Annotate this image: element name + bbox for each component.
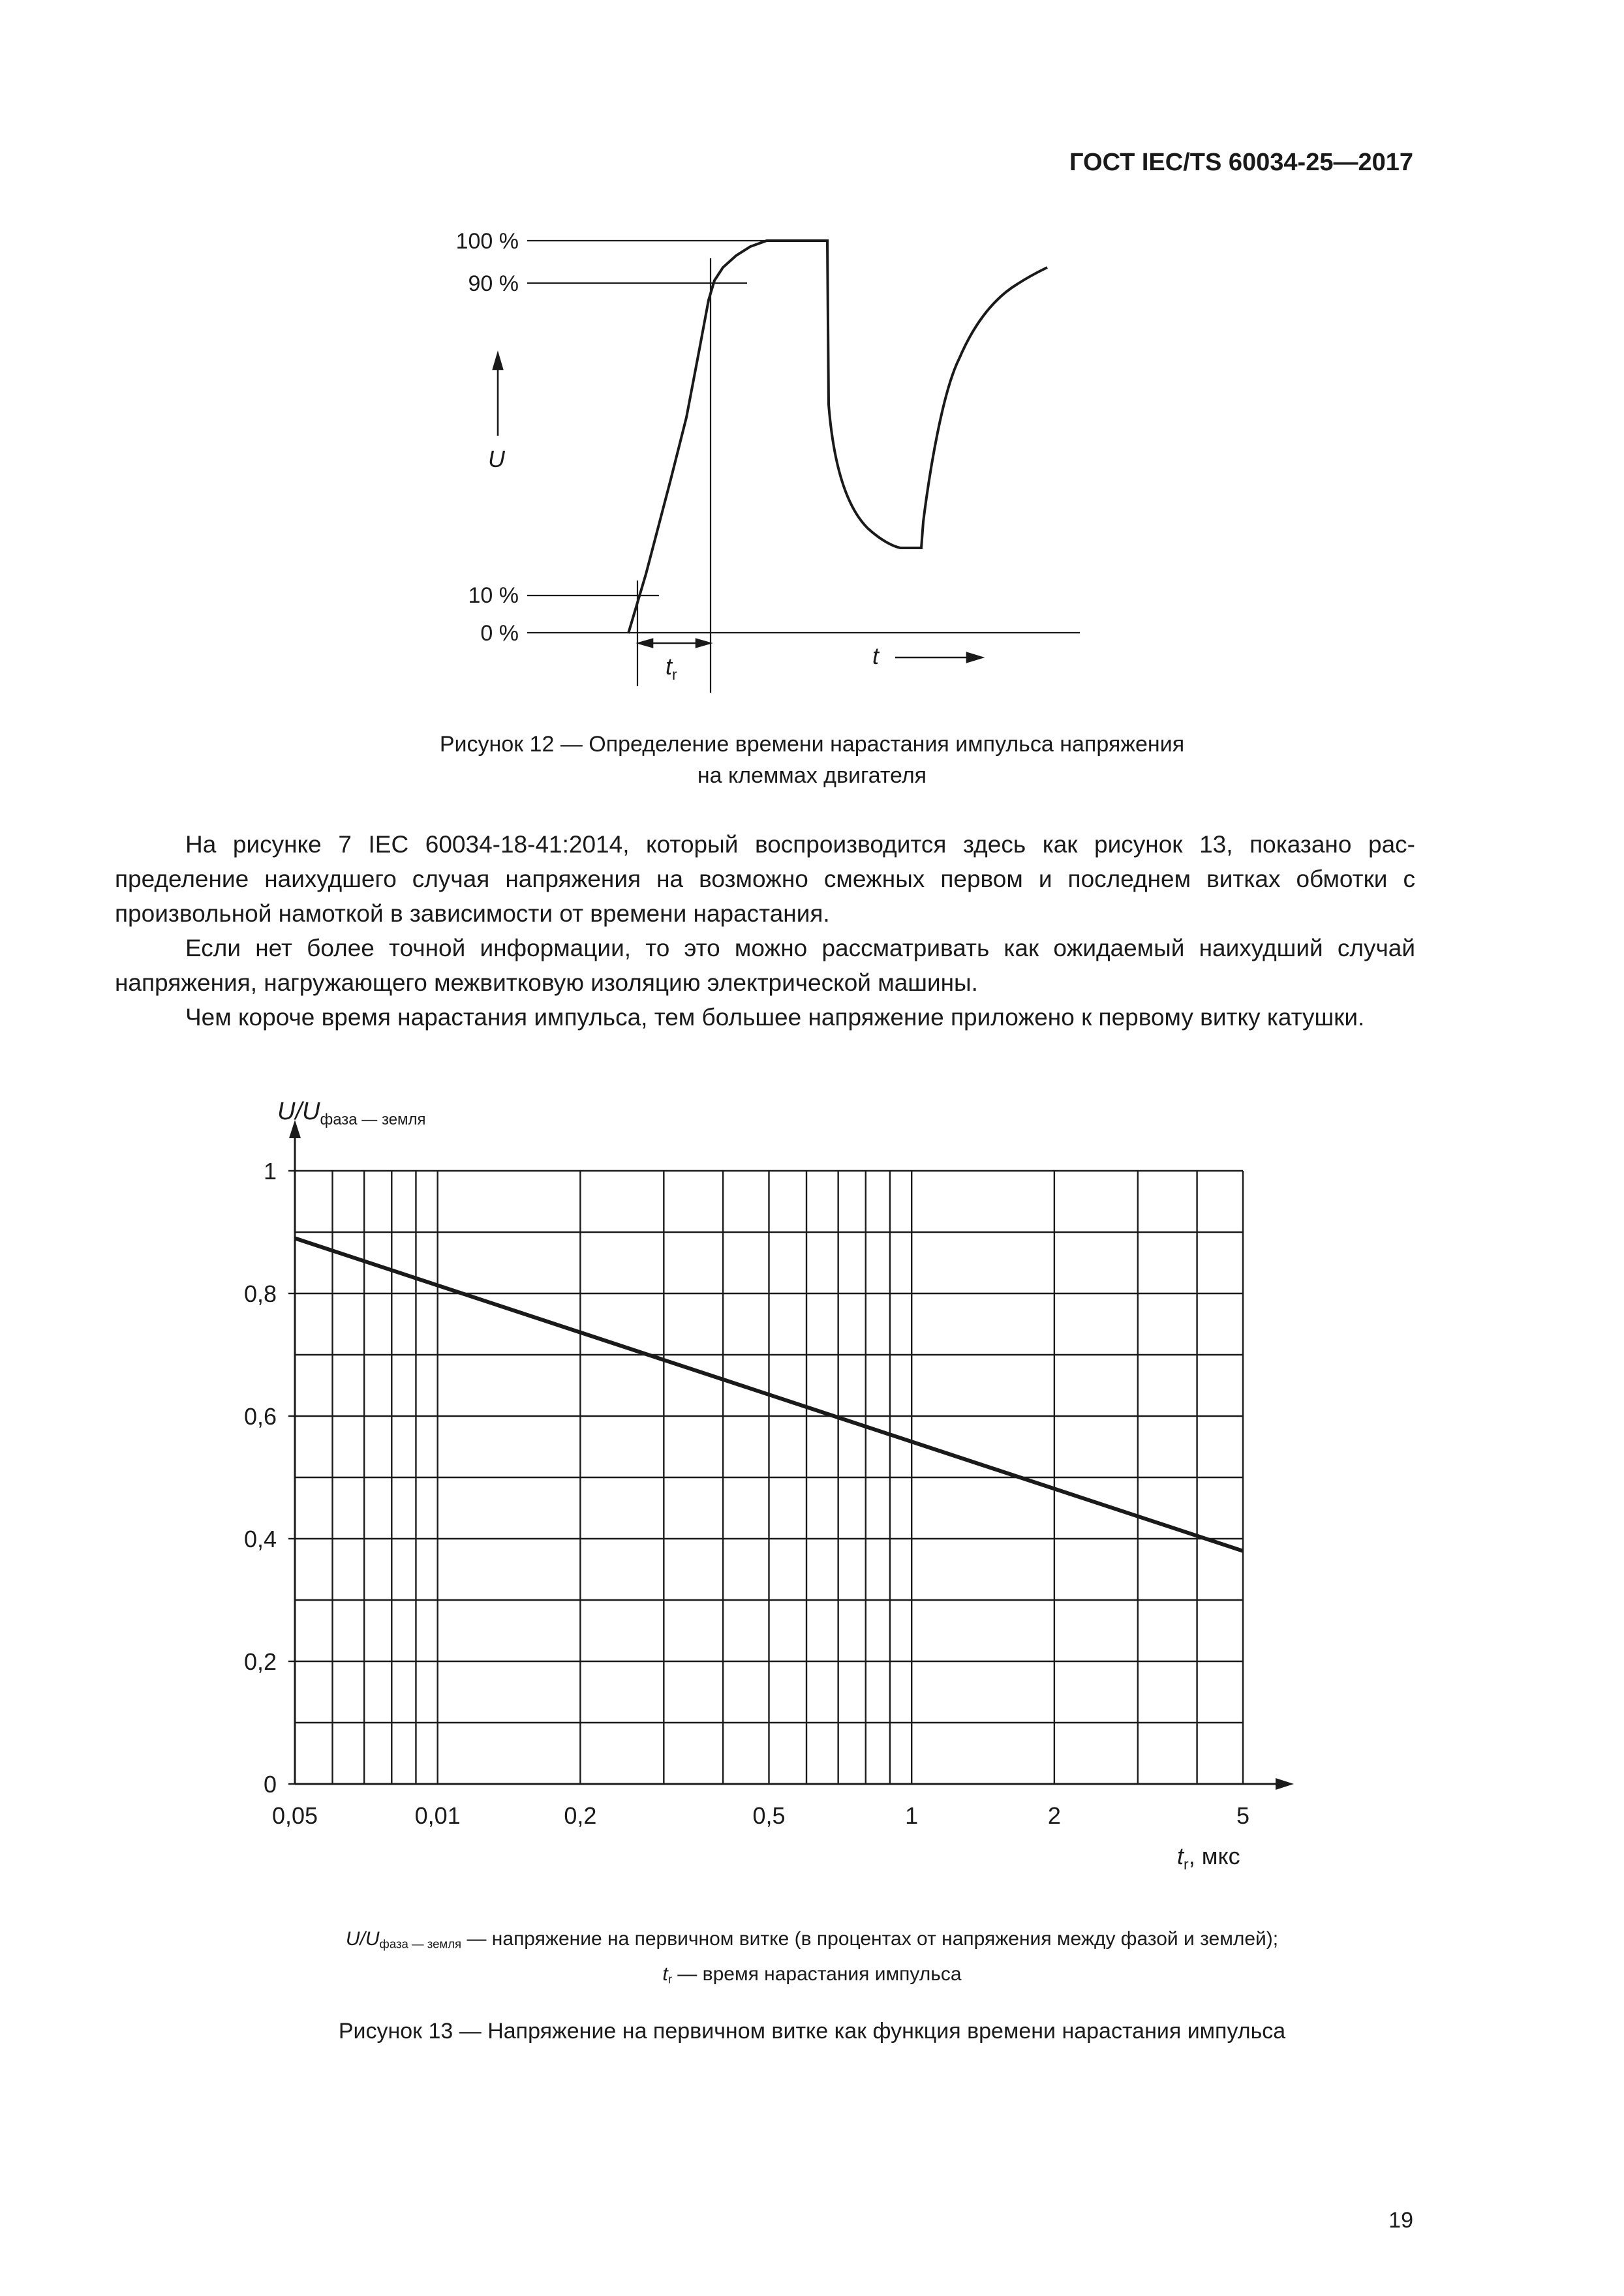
x-tick-label: 1 (905, 1802, 919, 1829)
paragraph: Если нет более точной информации, то это можно рассматривать как ожидаемый наихудший случай напряжения, нагружающего межвитковую изоляцию электрической машины. (115, 935, 1415, 996)
x-tick-label: 0,5 (752, 1802, 786, 1829)
label-0: 0 % (480, 621, 519, 646)
x-axis-label: $t_r$, мкс (1177, 1843, 1240, 1873)
y-tick-label: 0 (263, 1771, 277, 1798)
x-axis-arrowhead (1276, 1778, 1294, 1790)
label-10: 10 % (468, 583, 519, 608)
y-tick-label: 1 (263, 1158, 277, 1185)
figure-13-caption: Рисунок 13 — Напряжение на первичном витке как функция времени нарастания импульса (338, 2019, 1286, 2044)
paragraph: На рисунке 7 IEC 60034-18-41:2014, который воспроизводится здесь как рисунок 13, показано распределение наихудшего случая напряжения на возможно смежных первом и последнем витках обмотки с произвольной намоткой в зависимости от времени нарастания. (115, 831, 1415, 927)
y-axis-label: $U/U_{фаза — земля}$ (277, 1098, 426, 1128)
paragraph: Чем короче время нарастания импульса, тем большее напряжение приложено к первому витку катушки. (185, 1004, 1365, 1031)
legend-line-2: $t_r$ — время нарастания импульса (662, 1963, 962, 1986)
label-100: 100 % (455, 229, 519, 254)
t-axis-arrow-head (967, 653, 982, 662)
document-header: ГОСТ IEC/TS 60034-25—2017 (1069, 149, 1413, 176)
u-axis-arrow-head (493, 354, 502, 369)
voltage-pulse-curve (628, 241, 1047, 633)
y-tick-label: 0,6 (243, 1403, 277, 1430)
x-tick-label: 0,05 (271, 1802, 318, 1829)
label-90: 90 % (468, 271, 519, 296)
y-tick-label: 0,8 (243, 1280, 277, 1307)
page-number: 19 (1388, 2208, 1413, 2233)
body-text (115, 827, 1415, 1035)
t-axis-label: t (872, 642, 880, 669)
x-tick-label: 5 (1236, 1802, 1250, 1829)
rise-time-label: $t_r$ (666, 653, 677, 683)
chart-grid (295, 1171, 1243, 1784)
x-tick-label: 0,2 (564, 1802, 597, 1829)
u-axis-label: U (488, 446, 505, 472)
figure-12-caption (0, 729, 1624, 791)
figure-13-legend (0, 1924, 1624, 1994)
x-tick-label: 0,01 (414, 1802, 461, 1829)
chart-ticks (244, 1158, 1249, 1829)
chart-axes (289, 1120, 1294, 1790)
y-tick-label: 0,4 (243, 1526, 277, 1552)
legend-line-1: $U/U_{фаза — земля}$ — напряжение на первичном витке (в процентах от напряжения между фазой и землей); (345, 1928, 1279, 1951)
figure-12-caption-line2: на клеммах двигателя (697, 763, 927, 788)
x-tick-label: 2 (1047, 1802, 1061, 1829)
figure-12-caption-line1: Рисунок 12 — Определение времени нарастания импульса напряжения (439, 732, 1185, 757)
y-tick-label: 0,2 (243, 1648, 277, 1675)
figure-13-chart (0, 1083, 1624, 1918)
